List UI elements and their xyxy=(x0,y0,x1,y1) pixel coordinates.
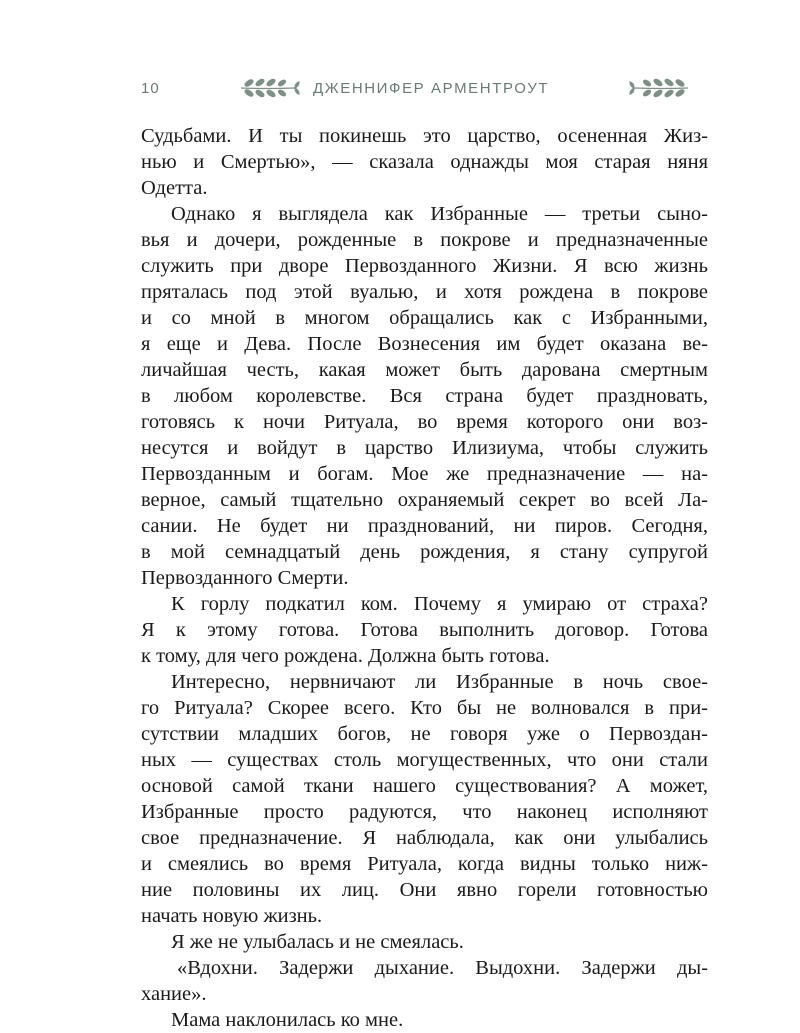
text-line: Я к этому готова. Готова выполнить договор. Готова xyxy=(141,619,708,641)
text-line: в мой семнадцатый день рождения, я стану супругой xyxy=(141,541,708,563)
text-line: и со мной в многом обращались как с Избранными, xyxy=(141,307,708,329)
text-line: «Вдохни. Задержи дыхание. Выдохни. Задержи ды- xyxy=(177,957,708,979)
text-line: пряталась под этой вуалью, и хотя рождена в покрове xyxy=(141,281,708,303)
text-line: Однако я выглядела как Избранные — третьи сыно- xyxy=(171,203,708,225)
laurel-branch-right-icon xyxy=(628,74,692,102)
text-line: ние половины их лиц. Они явно горели готовностью xyxy=(141,879,708,901)
text-line: Я же не улыбалась и не смеялась. xyxy=(171,931,464,953)
text-line: я еще и Дева. После Вознесения им будет оказана ве- xyxy=(141,333,708,355)
text-line: и смеялись во время Ритуала, когда видны только ниж- xyxy=(141,853,708,875)
text-line: основой самой ткани нашего существования? А может, xyxy=(141,775,708,797)
text-line: ных — существах столь могущественных, что они стали xyxy=(141,749,708,771)
text-line: вья и дочери, рожденные в покрове и предназначенные xyxy=(141,229,708,251)
text-line: Первозданного Смерти. xyxy=(141,567,349,589)
text-line: Избранные просто радуются, что наконец исполняют xyxy=(141,801,708,823)
text-line: свое предназначение. Я наблюдала, как они улыбались xyxy=(141,827,708,849)
text-line: К горлу подкатил ком. Почему я умираю от страха? xyxy=(171,593,708,615)
text-line: Мама наклонилась ко мне. xyxy=(171,1009,404,1031)
author-name: ДЖЕННИФЕР АРМЕНТРОУТ xyxy=(313,80,550,97)
text-line: сании. Не будет ни празднований, ни пиров. Сегодня, xyxy=(141,515,708,537)
text-line: хание». xyxy=(141,983,207,1005)
body-text xyxy=(141,123,708,1033)
text-line: Одетта. xyxy=(141,177,208,199)
text-line: Интересно, нервничают ли Избранные в ночь свое- xyxy=(171,671,708,693)
text-line: верное, самый тщательно охраняемый секрет во всей Ла- xyxy=(141,489,708,511)
text-line: го Ритуала? Скорее всего. Кто бы не волновался в при- xyxy=(141,697,708,719)
text-line: нью и Смертью», — сказала однажды моя старая няня xyxy=(141,151,708,173)
text-line: служить при дворе Первозданного Жизни. Я всю жизнь xyxy=(141,255,708,277)
text-line: начать новую жизнь. xyxy=(141,905,323,927)
text-line: несутся и войдут в царство Илизиума, чтобы служить xyxy=(141,437,708,459)
text-line: в любом королевстве. Вся страна будет праздновать, xyxy=(141,385,708,407)
running-head xyxy=(141,72,701,104)
text-line: личайшая честь, какая может быть дарована смертным xyxy=(141,359,708,381)
text-line: готовясь к ночи Ритуала, во время которого они воз- xyxy=(141,411,708,433)
text-line: Судьбами. И ты покинешь это царство, осененная Жиз- xyxy=(141,125,708,147)
text-line: к тому, для чего рождена. Должна быть готова. xyxy=(141,645,550,667)
text-line: Первозданным и богам. Мое же предназначение — на- xyxy=(141,463,708,485)
laurel-branch-left-icon xyxy=(237,74,301,102)
text-line: сутствии младших богов, не говоря уже о Первоздан- xyxy=(141,723,708,745)
page-number: 10 xyxy=(141,80,160,97)
